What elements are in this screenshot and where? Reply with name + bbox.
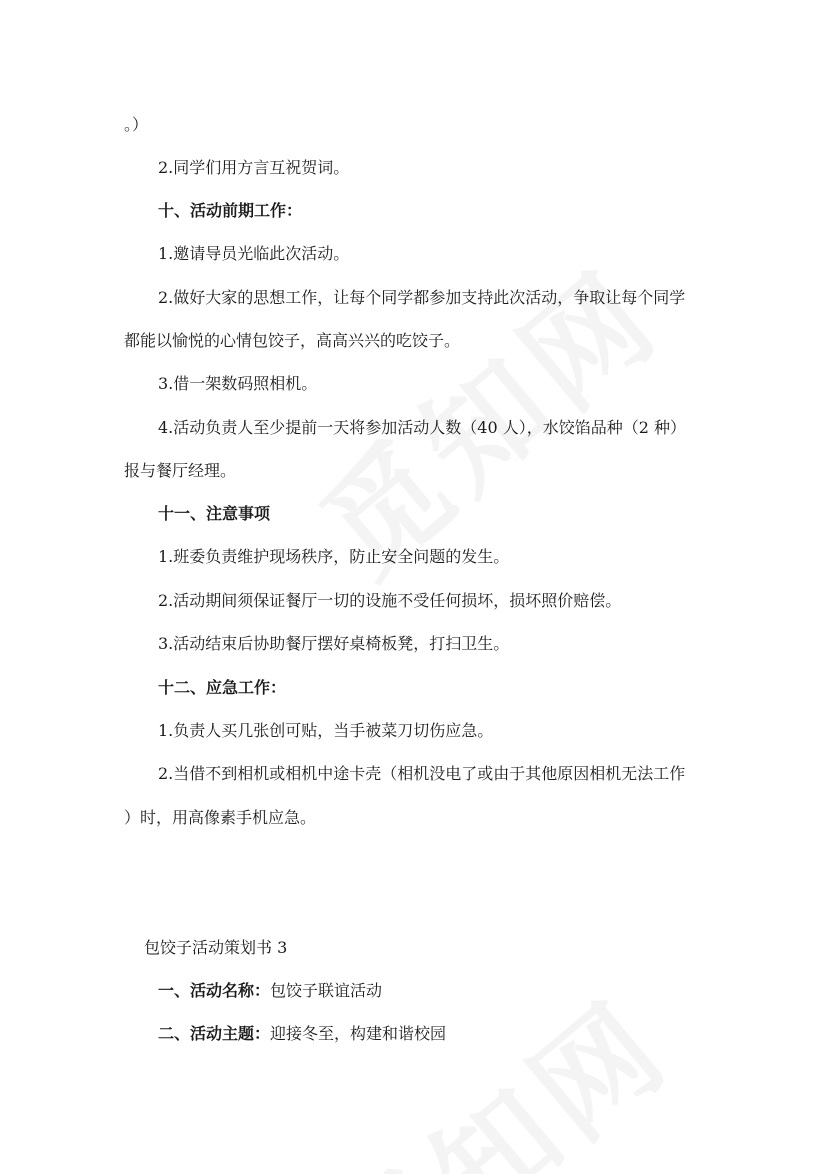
text-line: 2.当借不到相机或相机中途卡壳（相机没电了或由于其他原因相机无法工作 bbox=[158, 764, 686, 783]
text-line: 1.负责人买几张创可贴，当手被菜刀切伤应急。 bbox=[158, 721, 494, 740]
text-line: 3.借一架数码照相机。 bbox=[158, 374, 318, 393]
text-line: 报与餐厅经理。 bbox=[124, 461, 237, 480]
activity-name-label: 一、活动名称： bbox=[158, 981, 271, 1000]
text-line: 1.邀请导员光临此次活动。 bbox=[158, 244, 350, 263]
activity-name-line bbox=[158, 980, 712, 1002]
text-line: 4.活动负责人至少提前一天将参加活动人数（40 人），水饺馅品种（2 种） bbox=[158, 418, 686, 437]
text-line: 2.同学们用方言互祝贺词。 bbox=[158, 158, 350, 177]
text-line: ）时，用高像素手机应急。 bbox=[124, 808, 317, 827]
text-line: 2.做好大家的思想工作，让每个同学都参加支持此次活动，争取让每个同学 bbox=[158, 288, 686, 307]
text-line: 3.活动结束后协助餐厅摆好桌椅板凳，打扫卫生。 bbox=[158, 634, 510, 653]
text-line: 1.班委负责维护现场秩序，防止安全问题的发生。 bbox=[158, 547, 510, 566]
activity-name-value: 包饺子联谊活动 bbox=[270, 981, 383, 1000]
activity-theme-label: 二、活动主题： bbox=[158, 1024, 271, 1043]
activity-theme-value: 迎接冬至，构建和谐校园 bbox=[270, 1024, 447, 1043]
section-heading-10: 十、活动前期工作： bbox=[158, 201, 303, 220]
document-title: 包饺子活动策划书 3 bbox=[144, 938, 288, 957]
section-heading-12: 十二、应急工作： bbox=[158, 678, 287, 697]
section-heading-11: 十一、注意事项 bbox=[158, 504, 271, 523]
text-line: 2.活动期间须保证餐厅一切的设施不受任何损坏，损坏照价赔偿。 bbox=[158, 591, 622, 610]
activity-theme-line bbox=[158, 1023, 712, 1045]
text-line: 。） bbox=[124, 115, 149, 134]
text-line: 都能以愉悦的心情包饺子，高高兴兴的吃饺子。 bbox=[124, 331, 461, 350]
